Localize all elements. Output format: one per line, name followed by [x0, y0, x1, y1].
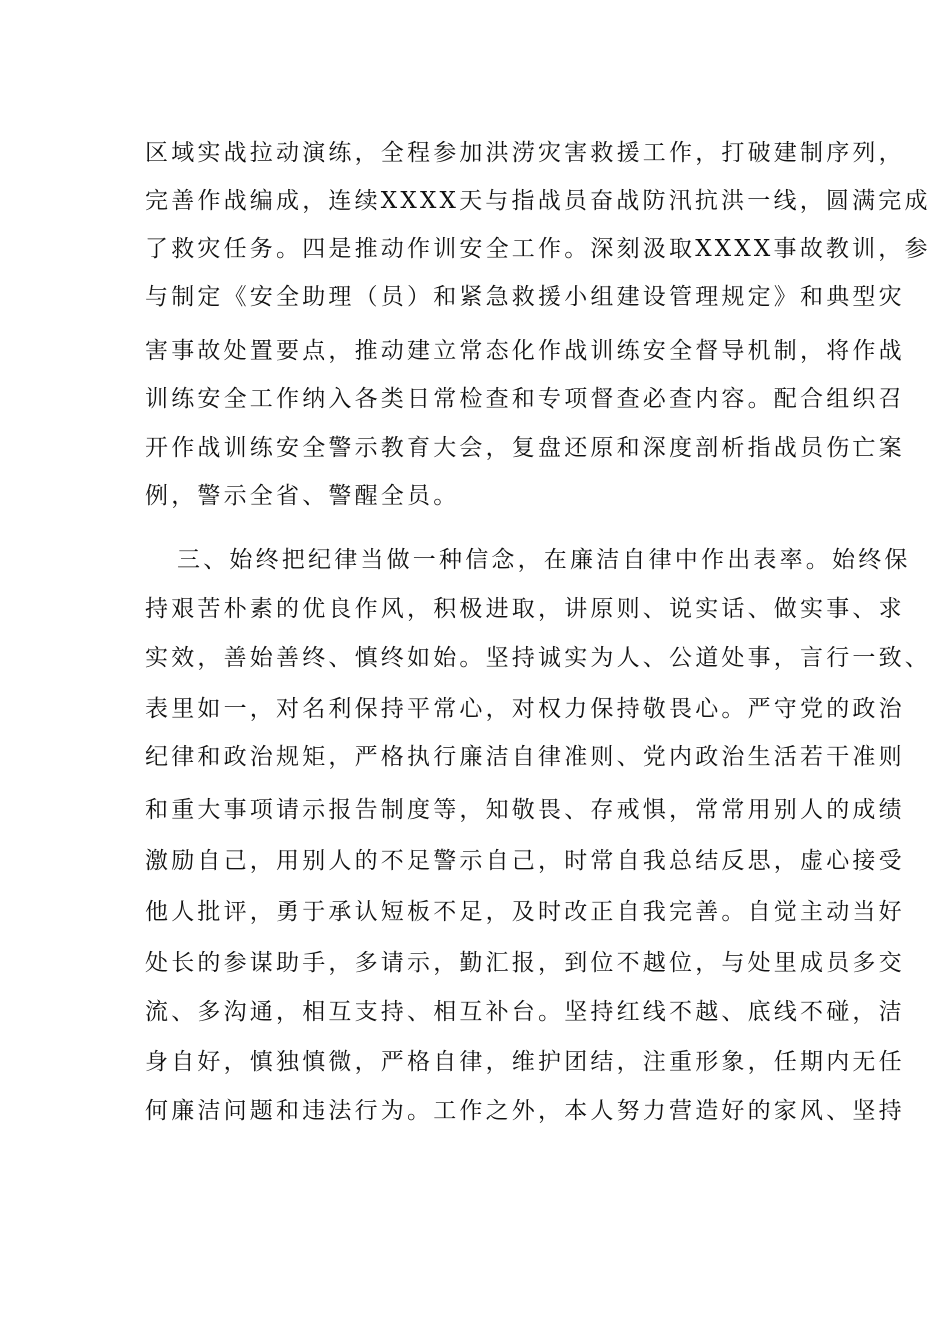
paragraph-line: 激励自己，用别人的不足警示自己，时常自我总结反思，虚心接受 — [145, 848, 905, 874]
paragraph-line: 开作战训练安全警示教育大会，复盘还原和深度剖析指战员伤亡案 — [145, 435, 905, 461]
paragraph-line: 何廉洁问题和违法行为。工作之外，本人努力营造好的家风、坚持 — [145, 1098, 905, 1124]
paragraph-line: 例，警示全省、警醒全员。 — [145, 483, 460, 509]
paragraph-line: 表里如一，对名利保持平常心，对权力保持敬畏心。严守党的政治 — [145, 696, 905, 722]
paragraph-line: 持艰苦朴素的优良作风，积极进取，讲原则、说实话、做实事、求 — [145, 596, 905, 622]
paragraph-line: 了救灾任务。四是推动作训安全工作。深刻汲取XXXX事故教训，参 — [145, 236, 931, 262]
paragraph-line: 他人批评，勇于承认短板不足，及时改正自我完善。自觉主动当好 — [145, 899, 905, 925]
paragraph-line: 处长的参谋助手，多请示，勤汇报，到位不越位，与处里成员多交 — [145, 950, 905, 976]
paragraph-line: 和重大事项请示报告制度等，知敬畏、存戒惧，常常用别人的成绩 — [145, 797, 905, 823]
paragraph-line: 实效，善始善终、慎终如始。坚持诚实为人、公道处事，言行一致、 — [145, 645, 931, 671]
paragraph-line: 身自好，慎独慎微，严格自律，维护团结，注重形象，任期内无任 — [145, 1049, 905, 1075]
section-heading-line: 三、始终把纪律当做一种信念，在廉洁自律中作出表率。始终保 — [177, 547, 911, 573]
paragraph-line: 完善作战编成，连续XXXX天与指战员奋战防汛抗洪一线，圆满完成 — [145, 188, 931, 214]
paragraph-line: 纪律和政治规矩，严格执行廉洁自律准则、党内政治生活若干准则 — [145, 744, 905, 770]
paragraph-line: 与制定《安全助理（员）和紧急救援小组建设管理规定》和典型灾 — [145, 284, 905, 310]
paragraph-line: 流、多沟通，相互支持、相互补台。坚持红线不越、底线不碰，洁 — [145, 999, 905, 1025]
paragraph-line: 害事故处置要点，推动建立常态化作战训练安全督导机制，将作战 — [145, 338, 905, 364]
paragraph-line: 区域实战拉动演练，全程参加洪涝灾害救援工作，打破建制序列， — [145, 140, 905, 166]
paragraph-line: 训练安全工作纳入各类日常检查和专项督查必查内容。配合组织召 — [145, 386, 905, 412]
